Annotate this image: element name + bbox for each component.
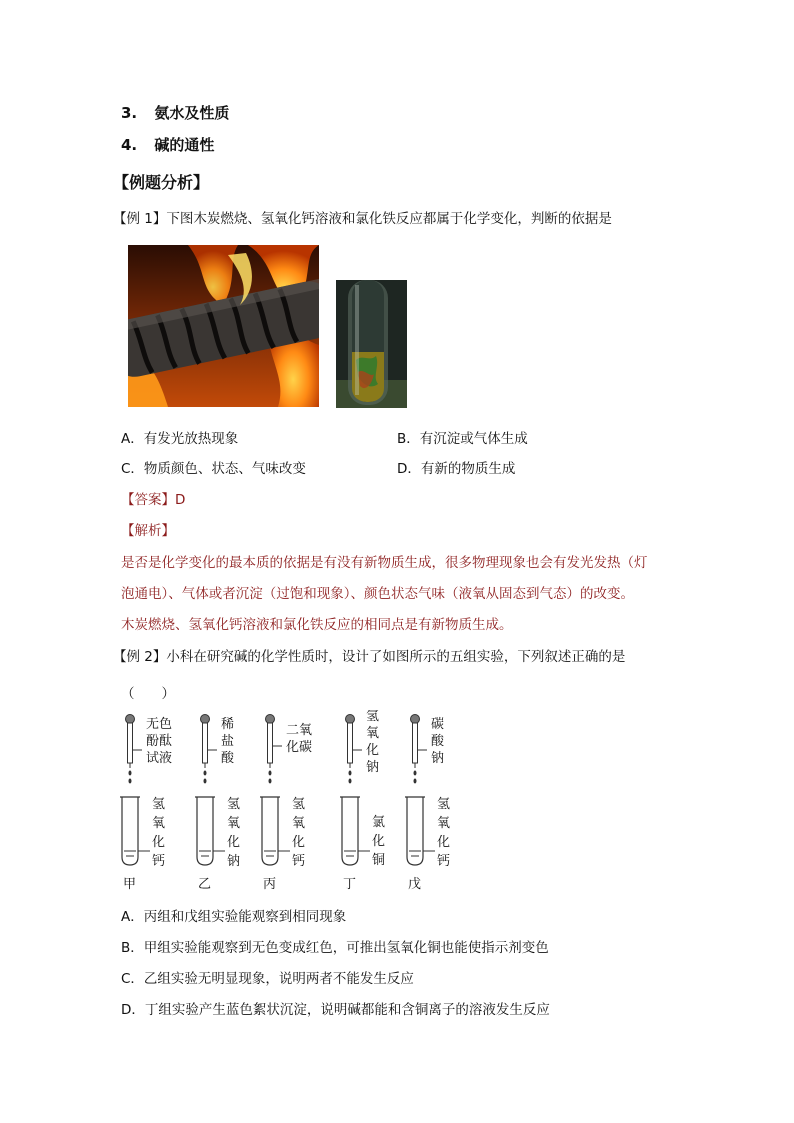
experiment-svg (115, 710, 475, 900)
tube-label: 氧 (292, 816, 306, 831)
charcoal-burning-image (128, 245, 319, 407)
dropper-label: 酸 (431, 734, 445, 749)
test-tube (407, 797, 423, 865)
heading-4-number: 4. (121, 136, 138, 154)
drop (349, 779, 352, 784)
tube-label: 化 (152, 835, 166, 850)
dropper-label: 碳 (431, 717, 445, 732)
ex2-blank: （ ） (121, 686, 175, 702)
dropper-bulb (411, 715, 420, 724)
ex2-option-c: C．乙组实验无明显现象，说明两者不能发生反应 (121, 971, 414, 987)
experiment-diagram (115, 710, 475, 900)
test-tube (122, 797, 138, 865)
tube-label: 氧 (227, 816, 241, 831)
tube-label: 氧 (152, 816, 166, 831)
dropper-label: 盐 (221, 734, 235, 749)
tube-label: 钙 (292, 854, 306, 869)
ex2-option-a: A．丙组和戊组实验能观察到相同现象 (121, 909, 347, 925)
dropper-label: 化碳 (286, 740, 313, 755)
dropper-label: 酸 (221, 751, 235, 766)
ex1-analysis-line: 木炭燃烧、氢氧化钙溶液和氯化铁反应的相同点是有新物质生成。 (121, 617, 513, 633)
dropper-bulb (346, 715, 355, 724)
dropper-label: 钠 (366, 760, 380, 775)
ex1-analysis-line: 是否是化学变化的最本质的依据是有没有新物质生成，很多物理现象也会有发光发热（灯 (121, 555, 648, 571)
drop (414, 771, 417, 776)
dropper-label: 无色 (146, 717, 173, 732)
dropper-label: 钠 (431, 751, 445, 766)
heading-4 (121, 134, 214, 155)
test-tube (342, 797, 358, 865)
dropper-tube (203, 723, 208, 763)
tube-label: 铜 (372, 853, 386, 868)
group-name: 丁 (343, 877, 357, 892)
ex1-option-a: A．有发光放热现象 (121, 431, 239, 447)
ex1-option-c: C．物质颜色、状态、气味改变 (121, 461, 306, 477)
tube-label: 氢 (227, 797, 241, 812)
dropper-bulb (201, 715, 210, 724)
ex1-question: 【例 1】下图木炭燃烧、氢氧化钙溶液和氯化铁反应都属于化学变化，判断的依据是 (113, 211, 612, 227)
ex1-analysis-label: 【解析】 (121, 523, 175, 539)
dropper-bulb (126, 715, 135, 724)
tube-label: 化 (437, 835, 451, 850)
tube-label: 氯 (372, 815, 386, 830)
ex1-option-b: B．有沉淀或气体生成 (397, 431, 528, 447)
ex2-question: 【例 2】小科在研究碱的化学性质时，设计了如图所示的五组实验，下列叙述正确的是 (113, 649, 626, 665)
tube-label: 钠 (227, 854, 241, 869)
heading-3-number: 3. (121, 104, 138, 122)
tube-label: 氧 (437, 816, 451, 831)
dropper-label: 化 (366, 743, 380, 758)
drop (204, 779, 207, 784)
drop (414, 779, 417, 784)
dropper-label: 二氧 (286, 723, 313, 738)
group-name: 乙 (198, 877, 212, 892)
heading-3 (121, 102, 229, 123)
drop (129, 771, 132, 776)
group-name: 甲 (123, 877, 137, 892)
group-name: 丙 (263, 877, 277, 892)
dropper-tube (413, 723, 418, 763)
test-tube-photo (336, 280, 407, 408)
test-tube (197, 797, 213, 865)
ex2-option-d: D．丁组实验产生蓝色絮状沉淀，说明碱都能和含铜离子的溶液发生反应 (121, 1002, 550, 1018)
ex2-option-b: B．甲组实验能观察到无色变成红色，可推出氢氧化铜也能使指示剂变色 (121, 940, 549, 956)
ex1-option-d: D．有新的物质生成 (397, 461, 516, 477)
tube-label: 钙 (437, 854, 451, 869)
heading-3-text: 氨水及性质 (154, 104, 230, 122)
drop (269, 771, 272, 776)
dropper-label: 试液 (146, 751, 173, 766)
tube-label: 化 (227, 835, 241, 850)
tube-label: 氢 (292, 797, 306, 812)
drop (204, 771, 207, 776)
dropper-tube (348, 723, 353, 763)
tube-label: 氢 (437, 797, 451, 812)
ex1-answer: 【答案】D (121, 492, 186, 508)
test-tube (262, 797, 278, 865)
group-name: 戊 (408, 877, 422, 892)
tube-label: 化 (292, 835, 306, 850)
heading-4-text: 碱的通性 (154, 136, 215, 154)
dropper-label: 氧 (366, 726, 380, 741)
drop (269, 779, 272, 784)
dropper-tube (268, 723, 273, 763)
dropper-tube (128, 723, 133, 763)
drop (129, 779, 132, 784)
dropper-bulb (266, 715, 275, 724)
section-title: 【例题分析】 (113, 173, 210, 192)
dropper-label: 稀 (221, 717, 235, 732)
dropper-label: 酚酞 (146, 734, 173, 749)
drop (349, 771, 352, 776)
tube-label: 氢 (152, 797, 166, 812)
dropper-label: 氢 (366, 710, 380, 724)
ex1-analysis-line: 泡通电）、气体或者沉淀（过饱和现象）、颜色状态气味（液氧从固态到气态）的改变。 (121, 586, 634, 602)
tube-label: 化 (372, 834, 386, 849)
tube-label: 钙 (152, 854, 166, 869)
